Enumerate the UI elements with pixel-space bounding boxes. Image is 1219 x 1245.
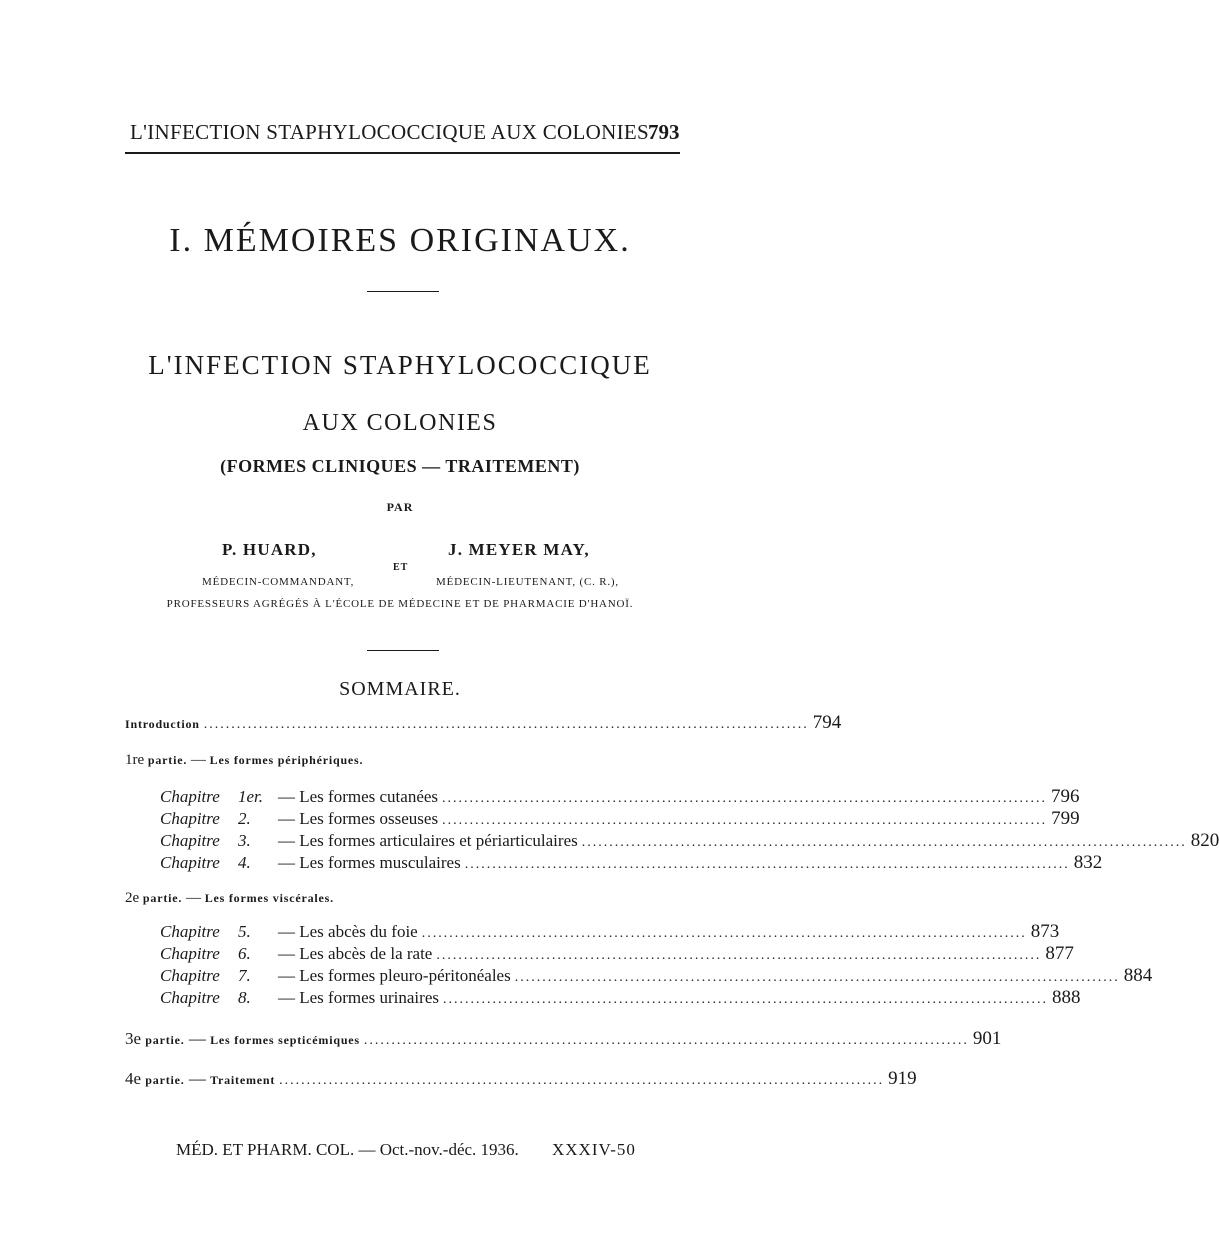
toc-chapter (160, 987, 1081, 1009)
footer-journal: MÉD. ET PHARM. COL. — Oct.-nov.-déc. 1936. (176, 1140, 519, 1159)
toc-introduction-label: Introduction (125, 717, 200, 731)
chapter-label: Chapitre (160, 988, 220, 1007)
toc-chapter (160, 943, 1074, 965)
part-label: partie. (145, 1033, 185, 1047)
dot-leader: .............................................................................................................. (442, 791, 1048, 806)
toc-page-number: 884 (1123, 965, 1153, 986)
dot-leader: .............................................................................................................. (581, 835, 1187, 850)
toc-page-number: 796 (1051, 786, 1080, 807)
part-number: 1re (125, 752, 145, 768)
part-title: Les formes périphériques. (209, 753, 364, 767)
part-title: Les formes viscérales. (204, 891, 334, 905)
separator-rule (367, 650, 439, 651)
chapter-label: Chapitre (160, 944, 220, 963)
part-number: 3e (125, 1029, 142, 1048)
running-title: L'INFECTION STAPHYLOCOCCIQUE AUX COLONIES. (130, 120, 655, 144)
footer-signature: XXXIV-50 (552, 1140, 636, 1159)
separator-rule (367, 291, 439, 292)
header-rule (125, 152, 680, 154)
summary-title: SOMMAIRE. (339, 678, 461, 700)
toc-page-number: 888 (1051, 987, 1081, 1008)
by-label: PAR (386, 500, 414, 514)
dot-leader: .............................................................................................................. (442, 992, 1048, 1007)
chapter-label: Chapitre (160, 966, 220, 985)
author-2-name: J. MEYER MAY, (448, 540, 590, 559)
toc-chapter (160, 808, 1080, 830)
chapter-number: 4. (238, 853, 251, 872)
article-subtitle: AUX COLONIES (302, 410, 498, 436)
dot-leader: .............................................................................................................. (279, 1073, 885, 1088)
chapter-number: 1er. (238, 787, 264, 806)
toc-page-number: 832 (1073, 852, 1103, 873)
part-label: partie. (142, 891, 183, 905)
toc-page-number: 877 (1045, 943, 1074, 964)
chapter-title: — Les formes articulaires et périarticulaires (278, 831, 578, 850)
part-number: 4e (125, 1069, 142, 1088)
toc-page-number: 820 (1190, 830, 1219, 851)
dot-leader: .............................................................................................................. (436, 948, 1042, 963)
chapter-title: — Les abcès du foie (278, 922, 418, 941)
toc-page-number: 794 (812, 712, 842, 733)
chapter-number: 5. (238, 922, 251, 941)
toc-chapter (160, 786, 1080, 808)
dot-leader: .............................................................................................................. (363, 1033, 969, 1048)
chapter-title: — Les formes osseuses (278, 809, 439, 828)
part-heading: 1re partie. — Les formes périphériques. (125, 752, 364, 768)
chapter-title: — Les formes musculaires (278, 853, 461, 872)
toc-part: 3e partie. — Les formes septicémiques .............................................................................................................. 901 (125, 1028, 1002, 1049)
toc-chapter (160, 852, 1103, 874)
toc-introduction (125, 712, 842, 734)
toc-chapter (160, 830, 1219, 852)
author-1-name: P. HUARD, (222, 540, 317, 559)
part-label: partie. (145, 1073, 185, 1087)
chapter-title: — Les abcès de la rate (278, 944, 433, 963)
toc-part: 4e partie. — Traitement .............................................................................................................. 919 (125, 1068, 917, 1089)
dot-leader: .............................................................................................................. (421, 926, 1027, 941)
chapter-title: — Les formes cutanées (278, 787, 439, 806)
article-title: L'INFECTION STAPHYLOCOCCIQUE (148, 350, 652, 380)
page-number: 793 (648, 120, 680, 144)
toc-page-number: 919 (888, 1068, 917, 1089)
chapter-title: — Les formes pleuro-péritonéales (278, 966, 511, 985)
author-2-rank: MÉDECIN-LIEUTENANT, (C. R.), (436, 576, 619, 588)
article-topic: (FORMES CLINIQUES — TRAITEMENT) (220, 456, 580, 476)
chapter-number: 3. (238, 831, 251, 850)
dot-leader: .............................................................................................................. (442, 813, 1048, 828)
section-title: I. MÉMOIRES ORIGINAUX. (169, 222, 631, 259)
part-title: Traitement (210, 1073, 276, 1087)
chapter-label: Chapitre (160, 853, 220, 872)
chapter-label: Chapitre (160, 809, 220, 828)
dot-leader: .............................................................................................................. (203, 717, 809, 732)
toc-page-number: 901 (972, 1028, 1002, 1049)
part-heading: 2e partie. — Les formes viscérales. (125, 890, 334, 906)
affiliation: PROFESSEURS AGRÉGÉS À L'ÉCOLE DE MÉDECINE ET DE PHARMACIE D'HANOÏ. (166, 598, 634, 610)
and-label: ET (393, 562, 409, 573)
chapter-number: 6. (238, 944, 251, 963)
chapter-label: Chapitre (160, 787, 220, 806)
chapter-title: — Les formes urinaires (278, 988, 439, 1007)
toc-chapter (160, 965, 1153, 987)
part-label: partie. (147, 753, 188, 767)
chapter-number: 2. (238, 809, 251, 828)
toc-page-number: 799 (1051, 808, 1080, 829)
chapter-label: Chapitre (160, 831, 220, 850)
part-number: 2e (125, 890, 140, 906)
chapter-number: 7. (238, 966, 251, 985)
dot-leader: .............................................................................................................. (514, 970, 1120, 985)
author-1-rank: MÉDECIN-COMMANDANT, (202, 576, 355, 588)
chapter-number: 8. (238, 988, 251, 1007)
chapter-label: Chapitre (160, 922, 220, 941)
toc-page-number: 873 (1030, 921, 1060, 942)
dot-leader: .............................................................................................................. (464, 857, 1070, 872)
part-title: Les formes septicémiques (210, 1033, 360, 1047)
toc-chapter (160, 921, 1060, 943)
